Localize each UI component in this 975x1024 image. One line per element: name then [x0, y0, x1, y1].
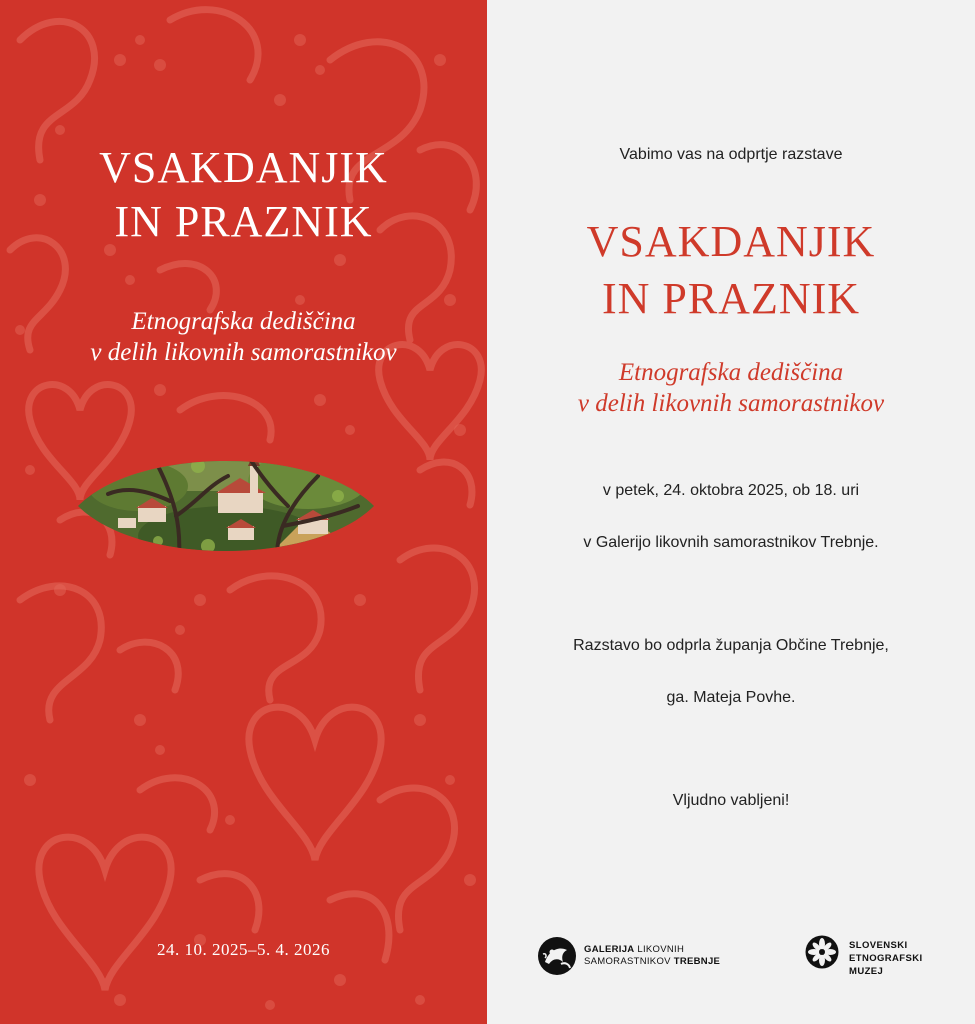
- opening-speaker-line1: Razstavo bo odprla županja Občine Trebnje,: [573, 637, 889, 654]
- opening-speaker-line2: ga. Mateja Povhe.: [666, 689, 796, 706]
- cover-panel: [0, 0, 487, 1024]
- museum-logo-line1: SLOVENSKI: [849, 940, 908, 951]
- event-date-time: v petek, 24. oktobra 2025, ob 18. uri: [602, 482, 860, 499]
- invitation-subtitle-line1: Etnografska dediščina: [618, 359, 844, 386]
- cover-subtitle-line2: v delih likovnih samorastnikov: [90, 339, 397, 366]
- cover-title-line1: VSAKDANJIK: [99, 143, 388, 192]
- gallery-logo-text: [584, 944, 720, 968]
- museum-logo-text: [849, 939, 923, 978]
- gallery-logo: [537, 936, 727, 980]
- cover-subtitle-line1: Etnografska dediščina: [131, 308, 356, 335]
- museum-logo-line3: MUZEJ: [849, 966, 884, 977]
- exhibition-dates: 24. 10. 2025–5. 4. 2026: [157, 940, 330, 959]
- event-venue: v Galerijo likovnih samorastnikov Trebnje.: [583, 534, 879, 551]
- gallery-emblem-icon: [537, 936, 577, 976]
- cover-title-line2: IN PRAZNIK: [114, 197, 373, 246]
- gallery-logo-line2-bold: TREBNJE: [673, 956, 721, 967]
- invitation-intro: Vabimo vas na odprtje razstave: [619, 146, 843, 163]
- invitation-title-line2: IN PRAZNIK: [601, 274, 861, 323]
- invitation-subtitle-line2: v delih likovnih samorastnikov: [577, 390, 885, 417]
- invitation-title-line1: VSAKDANJIK: [586, 217, 876, 266]
- museum-logo: [805, 935, 955, 983]
- village-painting-image: [78, 446, 374, 566]
- gallery-logo-line1-bold: GALERIJA: [584, 944, 635, 955]
- gallery-logo-line2-rest: SAMORASTNIKOV: [584, 956, 674, 967]
- gallery-logo-line1-rest: LIKOVNIH: [634, 944, 685, 955]
- museum-flower-icon: [805, 935, 839, 969]
- museum-logo-line2: ETNOGRAFSKI: [849, 953, 923, 964]
- closing-greeting: Vljudno vabljeni!: [672, 792, 790, 809]
- invitation-panel: [487, 0, 975, 1024]
